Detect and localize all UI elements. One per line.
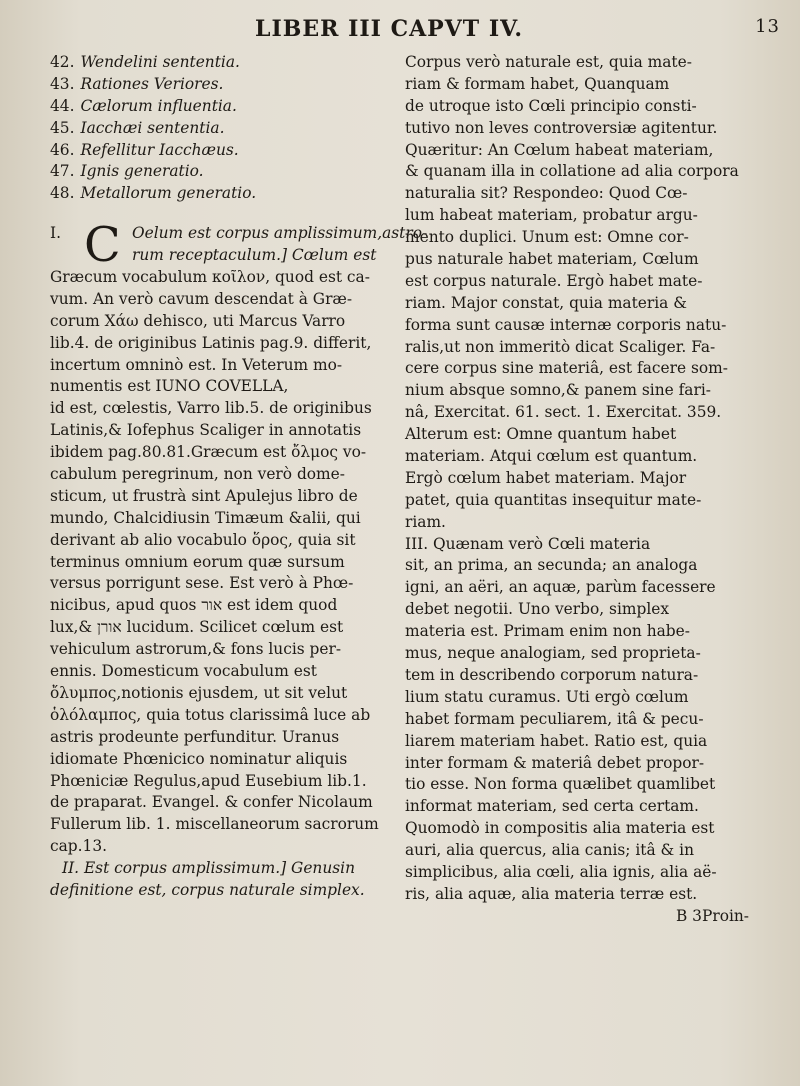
signature-mark: B 3: [675, 906, 702, 925]
text-line: Corpus verò naturale est, quia mate-: [405, 53, 692, 71]
text-line: de praparat. Evangel. & confer Nicolaum: [50, 793, 373, 812]
section-number: I.: [50, 224, 61, 243]
text-line: vehiculum astrorum,& fons lucis per-: [50, 640, 342, 659]
text-line: cabulum peregrinum, non verò dome-: [50, 465, 345, 484]
text-line: & quanam illa in collatione ad alia corpora: [405, 162, 739, 181]
left-body: [50, 267, 390, 858]
text-line: nâ, Exercitat. 61. sect. 1. Exercitat. 359.: [405, 403, 722, 422]
toc-item: 44. Cælorum influentia.: [50, 96, 237, 115]
text-line: igni, an aëri, an aquæ, parùm facessere: [405, 578, 716, 597]
right-column: [405, 52, 757, 928]
text-line: tio esse. Non forma quælibet quamlibet: [405, 775, 716, 794]
section-one-opening: [50, 217, 428, 274]
text-line: ὄλυμπος,notionis ejusdem, ut sit velut: [50, 683, 348, 702]
text-line: riam & formam habet, Quanquam: [405, 74, 670, 93]
footer-line: [405, 906, 757, 928]
text-line: liarem materiam habet. Ratio est, quia: [405, 731, 708, 750]
toc-item: 45. Iacchæi sententia.: [50, 118, 225, 137]
text-line: lum habeat materiam, probatur argu-: [405, 206, 698, 225]
text-line: inter formam & materiâ debet propor-: [405, 753, 705, 772]
text-line: idiomate Phœnicico nominatur aliquis: [50, 749, 348, 768]
catchword: Proin-: [701, 906, 749, 925]
text-line: versus porrigunt sese. Est verò à Phœ-: [50, 574, 354, 593]
text-line: Quæritur: An Cœlum habeat materiam,: [405, 140, 714, 159]
text-line: III. Quænam verò Cœli materia: [405, 534, 651, 553]
text-line: lux,& אורן lucidum. Scilicet cœlum est: [50, 618, 344, 637]
text-line: est corpus naturale. Ergò habet mate-: [405, 271, 703, 290]
text-line: sit, an prima, an secunda; an analoga: [405, 556, 698, 575]
toc-item: 47. Ignis generatio.: [50, 162, 204, 181]
toc-item: 48. Metallorum generatio.: [50, 184, 257, 203]
text-line: Græcum vocabulum κοῖλον, quod est ca-: [50, 268, 370, 287]
text-line: habet formam peculiarem, itâ & pecu-: [405, 709, 704, 728]
page-header: [250, 16, 790, 44]
text-line: Ergò cœlum habet materiam. Major: [405, 468, 687, 487]
toc-item: 42. Wendelini sententia.: [50, 53, 240, 71]
text-line: forma sunt causæ internæ corporis natu-: [405, 315, 727, 334]
text-line: II. Est corpus amplissimum.] Genusin: [62, 859, 355, 878]
text-line: id est, cœlestis, Varro lib.5. de originibus: [50, 399, 372, 418]
page-number: 13: [755, 16, 780, 37]
text-line: ennis. Domesticum vocabulum est: [50, 662, 317, 681]
text-line: numentis est IUNO COVELLA,: [50, 377, 289, 396]
text-line: materiam. Atqui cœlum est quantum.: [405, 447, 698, 466]
drop-cap: C: [84, 217, 121, 274]
text-line: simplicibus, alia cœli, alia ignis, alia aë-: [405, 862, 717, 881]
text-line: vum. An verò cavum descendat à Græ-: [50, 289, 353, 308]
text-line: patet, quia quantitas insequitur mate-: [405, 490, 702, 509]
text-line: Latinis,& Iofephus Scaliger in annotatis: [50, 421, 362, 440]
toc-item: 43. Rationes Veriores.: [50, 74, 224, 93]
text-line: tem in describendo corporum natura-: [405, 665, 699, 684]
text-line: mus, neque analogiam, sed proprieta-: [405, 644, 701, 663]
text-line: corum Χάω dehisco, uti Marcus Varro: [50, 311, 346, 330]
toc-item: 46. Refellitur Iacchæus.: [50, 140, 239, 159]
text-line: riam. Major constat, quia materia &: [405, 293, 687, 312]
text-line: ὁλόλαμπος, quia totus clarissimâ luce ab: [50, 705, 371, 724]
text-line: materia est. Primam enim non habe-: [405, 622, 690, 641]
text-line: Oelum est corpus amplissimum,astro-: [132, 224, 428, 243]
text-line: tutivo non leves controversiæ agitentur.: [405, 118, 718, 137]
text-line: rum receptaculum.] Cœlum est: [132, 246, 377, 265]
text-line: ralis,ut non immeritò dicat Scaliger. Fa-: [405, 337, 716, 356]
text-line: ris, alia aquæ, alia materia terræ est.: [405, 884, 698, 903]
text-line: naturalia sit? Respondeo: Quod Cœ-: [405, 184, 688, 203]
text-line: auri, alia quercus, alia canis; itâ & in: [405, 841, 694, 860]
text-line: astris prodeunte perfunditur. Uranus: [50, 727, 340, 746]
text-line: lib.4. de originibus Latinis pag.9. differit,: [50, 333, 372, 352]
text-line: Alterum est: Omne quantum habet: [405, 425, 677, 444]
text-line: definitione est, corpus naturale simplex.: [50, 880, 365, 899]
text-line: cere corpus sine materiâ, est facere som-: [405, 359, 728, 378]
text-line: derivant ab alio vocabulo ὅρος, quia sit: [50, 530, 356, 549]
text-line: nicibus, apud quos אור est idem quod: [50, 596, 338, 615]
text-line: riam.: [405, 512, 446, 531]
text-line: debet negotii. Uno verbo, simplex: [405, 600, 670, 619]
text-line: pus naturale habet materiam, Cœlum: [405, 250, 699, 269]
text-line: lium statu curamus. Uti ergò cœlum: [405, 687, 689, 706]
text-line: incertum omninò est. In Veterum mo-: [50, 355, 343, 374]
text-line: de utroque isto Cœli principio consti-: [405, 96, 697, 115]
text-line: ibidem pag.80.81.Græcum est ὄλμος vo-: [50, 443, 367, 462]
text-line: mento duplici. Unum est: Omne cor-: [405, 228, 689, 247]
right-body: [405, 52, 757, 906]
text-line: Fullerum lib. 1. miscellaneorum sacrorum: [50, 815, 379, 834]
running-title: LIBER III CAPVT IV.: [255, 16, 523, 42]
text-line: mundo, Chalcidiusin Timæum &alii, qui: [50, 508, 361, 527]
text-line: Quomodò in compositis alia materia est: [405, 819, 715, 838]
text-line: sticum, ut frustrà sint Apulejus libro de: [50, 486, 358, 505]
text-line: nium absque somno,& panem sine fari-: [405, 381, 711, 400]
text-line: terminus omnium eorum quæ sursum: [50, 552, 345, 571]
text-line: Phœniciæ Regulus,apud Eusebium lib.1.: [50, 771, 367, 790]
text-line: informat materiam, sed certa certam.: [405, 797, 699, 816]
text-line: cap.13.: [50, 837, 108, 856]
